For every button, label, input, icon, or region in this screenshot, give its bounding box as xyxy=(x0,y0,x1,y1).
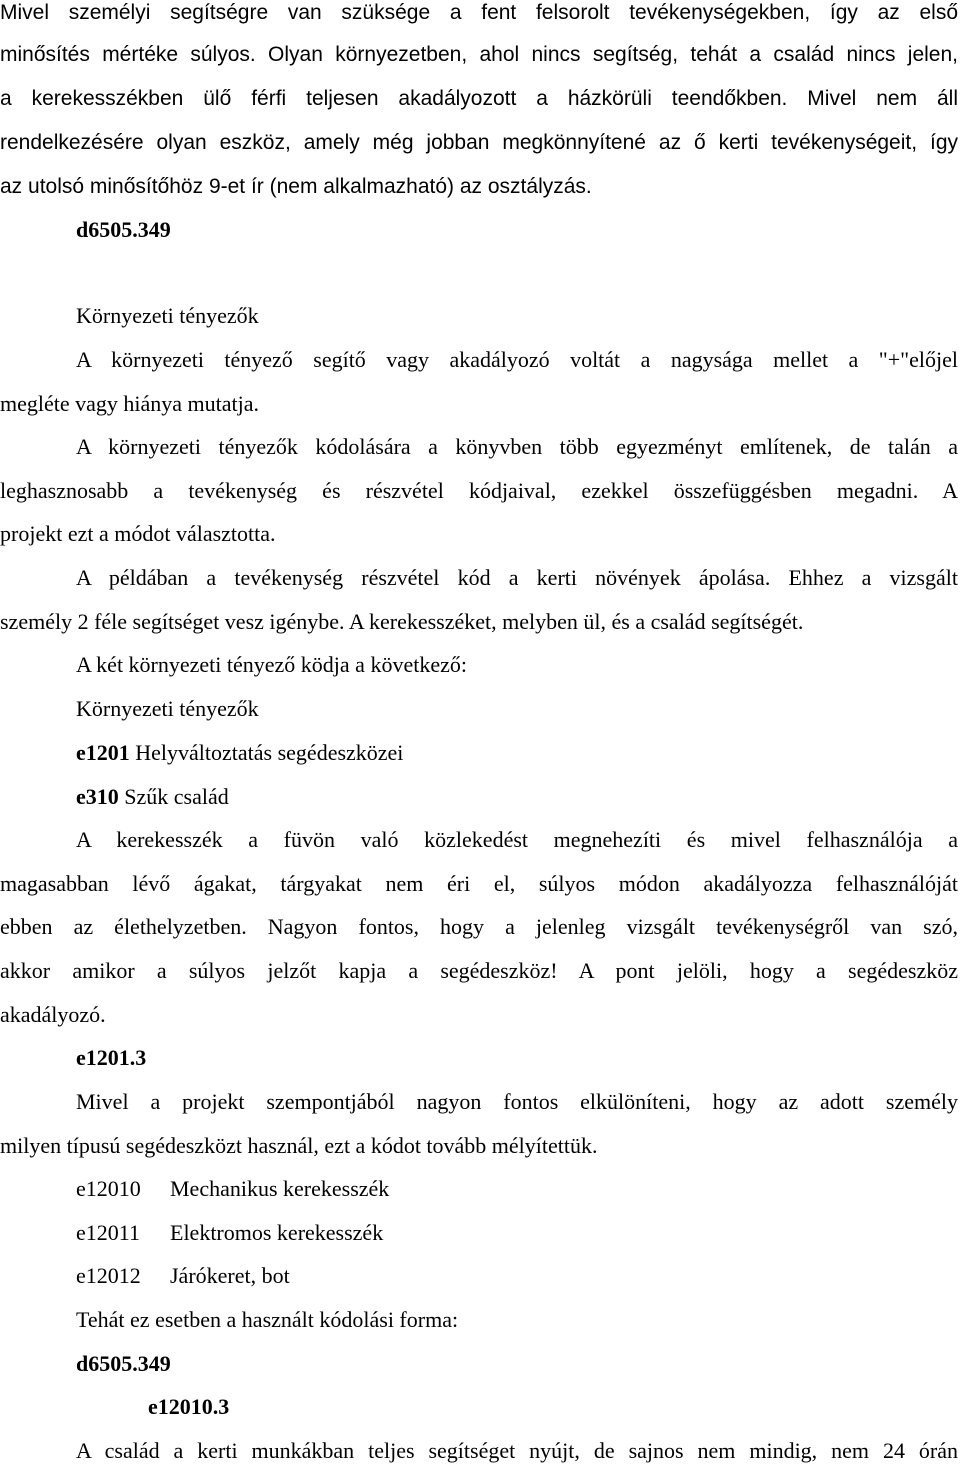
code-entry xyxy=(76,1262,958,1290)
paragraph-line: megléte vagy hiánya mutatja. xyxy=(0,391,260,416)
paragraph-line: projekt ezt a módot választotta. xyxy=(0,521,276,546)
paragraph-line: A példában a tevékenység részvétel kód a kerti növények ápolása. Ehhez a vizsgált xyxy=(76,565,958,590)
code-description: Szűk család xyxy=(118,784,229,809)
code-entry xyxy=(76,1219,958,1247)
environment-code: e12010 xyxy=(76,1176,141,1201)
paragraph-line: akadályozó. xyxy=(0,1002,106,1027)
environment-code: e12011 xyxy=(76,1220,140,1245)
environment-code: e1201 xyxy=(76,740,130,765)
paragraph-line: A család a kerti munkákban teljes segítséget nyújt, de sajnos nem mindig, nem 24 órán xyxy=(76,1438,958,1463)
environment-code: e12012 xyxy=(76,1263,141,1288)
paragraph-line: milyen típusú segédeszközt használ, ezt a kódot tovább mélyítettük. xyxy=(0,1133,598,1158)
activity-code: d6505.349 xyxy=(76,1351,171,1376)
code-description: Elektromos kerekesszék xyxy=(170,1220,384,1245)
code-entry xyxy=(76,1175,958,1203)
paragraph-line: személy 2 féle segítséget vesz igénybe. A kerekesszéket, melyben ül, és a család segítségét. xyxy=(0,609,804,634)
paragraph-line: leghasznosabb a tevékenység és részvétel kódjaival, ezekkel összefüggésben megadni. A xyxy=(0,478,958,503)
paragraph-line: rendelkezésére olyan eszköz, amely még jobban megkönnyítené az ő kerti tevékenységeit, így xyxy=(0,131,958,154)
code-entry xyxy=(76,783,958,811)
paragraph-line: A kerekesszék a füvön való közlekedést megnehezíti és mivel felhasználója a xyxy=(76,827,958,852)
paragraph-line: a kerekesszékben ülő férfi teljesen akadályozott a házkörüli teendőkben. Mivel nem áll xyxy=(0,87,958,110)
paragraph-line: akkor amikor a súlyos jelzőt kapja a segédeszköz! A pont jelöli, hogy a segédeszköz xyxy=(0,958,958,983)
activity-code: d6505.349 xyxy=(76,217,171,242)
code-description: Mechanikus kerekesszék xyxy=(170,1176,390,1201)
section-heading: Környezeti tényezők xyxy=(76,303,259,328)
code-description: Helyváltoztatás segédeszközei xyxy=(129,740,404,765)
paragraph-line: A környezeti tényező segítő vagy akadályozó voltát a nagysága mellet a "+"előjel xyxy=(76,347,958,372)
paragraph-line: A környezeti tényezők kódolására a könyvben több egyezményt említenek, de talán a xyxy=(76,434,958,459)
environment-code: e12010.3 xyxy=(148,1394,230,1419)
paragraph-line: Mivel a projekt szempontjából nagyon fontos elkülöníteni, hogy az adott személy xyxy=(76,1089,958,1114)
environment-code: e310 xyxy=(76,784,119,809)
paragraph-line: minősítés mértéke súlyos. Olyan környezetben, ahol nincs segítség, tehát a család nincs jelen, xyxy=(0,43,958,66)
code-description: Járókeret, bot xyxy=(170,1263,290,1288)
section-heading: Környezeti tényezők xyxy=(76,696,259,721)
paragraph-line: Tehát ez esetben a használt kódolási forma: xyxy=(76,1307,459,1332)
environment-code: e1201.3 xyxy=(76,1045,147,1070)
paragraph-line: Mivel személyi segítségre van szüksége a fent felsorolt tevékenységekben, így az első xyxy=(0,1,958,24)
code-entry xyxy=(76,739,958,767)
paragraph-line: az utolsó minősítőhöz 9-et ír (nem alkalmazható) az osztályzás. xyxy=(0,175,592,198)
paragraph-line: ebben az élethelyzetben. Nagyon fontos, hogy a jelenleg vizsgált tevékenységről van szó, xyxy=(0,914,958,939)
paragraph-line: A két környezeti tényező ködja a következő: xyxy=(76,652,467,677)
paragraph-line: magasabban lévő ágakat, tárgyakat nem éri el, súlyos módon akadályozza felhasználóját xyxy=(0,871,958,896)
